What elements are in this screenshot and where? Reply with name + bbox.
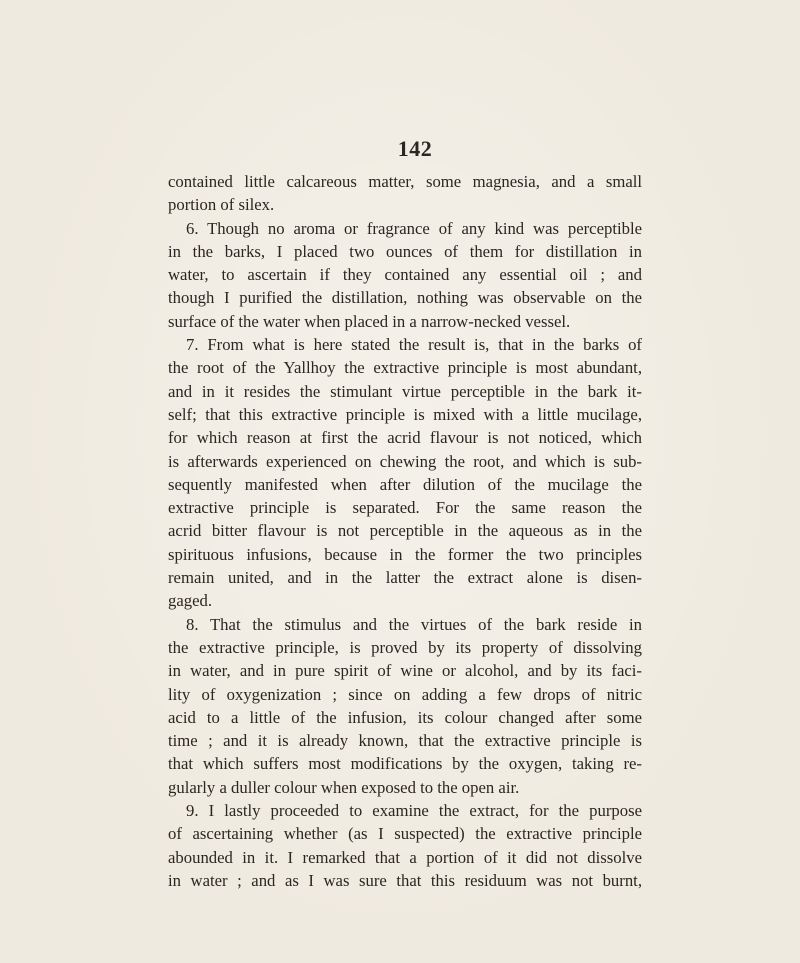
paragraph-start-8: 8. That the stimulus and the virtues of the bark reside in [186,614,642,634]
body-text [168,170,642,892]
text-line: water, to ascertain if they contained any essential oil ; and [168,265,642,285]
text-line: contained little calcareous matter, some magnesia, and a small [168,172,642,191]
page-number: 142 [397,136,433,161]
text-line: remain united, and in the latter the extract alone is disen- [168,568,642,588]
text-line: self; that this extractive principle is mixed with a little mucilage, [168,404,642,424]
text-line: and in it resides the stimulant virtue perceptible in the bark it- [168,381,642,401]
text-line: extractive principle is separated. For the same reason the [168,498,642,518]
text-line: of ascertaining whether (as I suspected) the extractive principle [168,824,642,844]
text-line: for which reason at first the acrid flavour is not noticed, which [168,428,642,448]
text-line: surface of the water when placed in a narrow-necked vessel. [168,311,571,331]
text-line: spirituous infusions, because in the former the two principles [168,544,642,564]
text-line: in water, and in pure spirit of wine or alcohol, and by its faci- [168,661,642,681]
paragraph-start-6: 6. Though no aroma or fragrance of any kind was perceptible [186,218,642,238]
text-line: acid to a little of the infusion, its colour changed after some [168,707,642,727]
text-line: gularly a duller colour when exposed to the open air. [168,777,520,797]
text-line: is afterwards experienced on chewing the root, and which is sub- [168,451,642,471]
text-line: in water ; and as I was sure that this residuum was not burnt, [168,870,642,890]
paragraph-start-7: 7. From what is here stated the result is, that in the barks of [186,335,642,355]
text-line: in the barks, I placed two ounces of them for distillation in [168,241,642,261]
paragraph-start-9: 9. I lastly proceeded to examine the extract, for the purpose [186,801,642,821]
text-line: portion of silex. [168,195,275,215]
text-line: the root of the Yallhoy the extractive principle is most abundant, [168,358,642,378]
text-line: time ; and it is already known, that the extractive principle is [168,731,642,751]
text-line: that which suffers most modifications by the oxygen, taking re- [168,754,642,774]
text-line: sequently manifested when after dilution of the mucilage the [168,474,642,494]
text-line: gaged. [168,591,213,611]
text-line: acrid bitter flavour is not perceptible in the aqueous as in the [168,521,642,541]
text-line: the extractive principle, is proved by its property of dissolving [168,637,642,657]
text-line: abounded in it. I remarked that a portion of it did not dissolve [168,847,642,867]
text-line: though I purified the distillation, nothing was observable on the [168,288,642,308]
text-line: lity of oxygenization ; since on adding a few drops of nitric [168,684,642,704]
